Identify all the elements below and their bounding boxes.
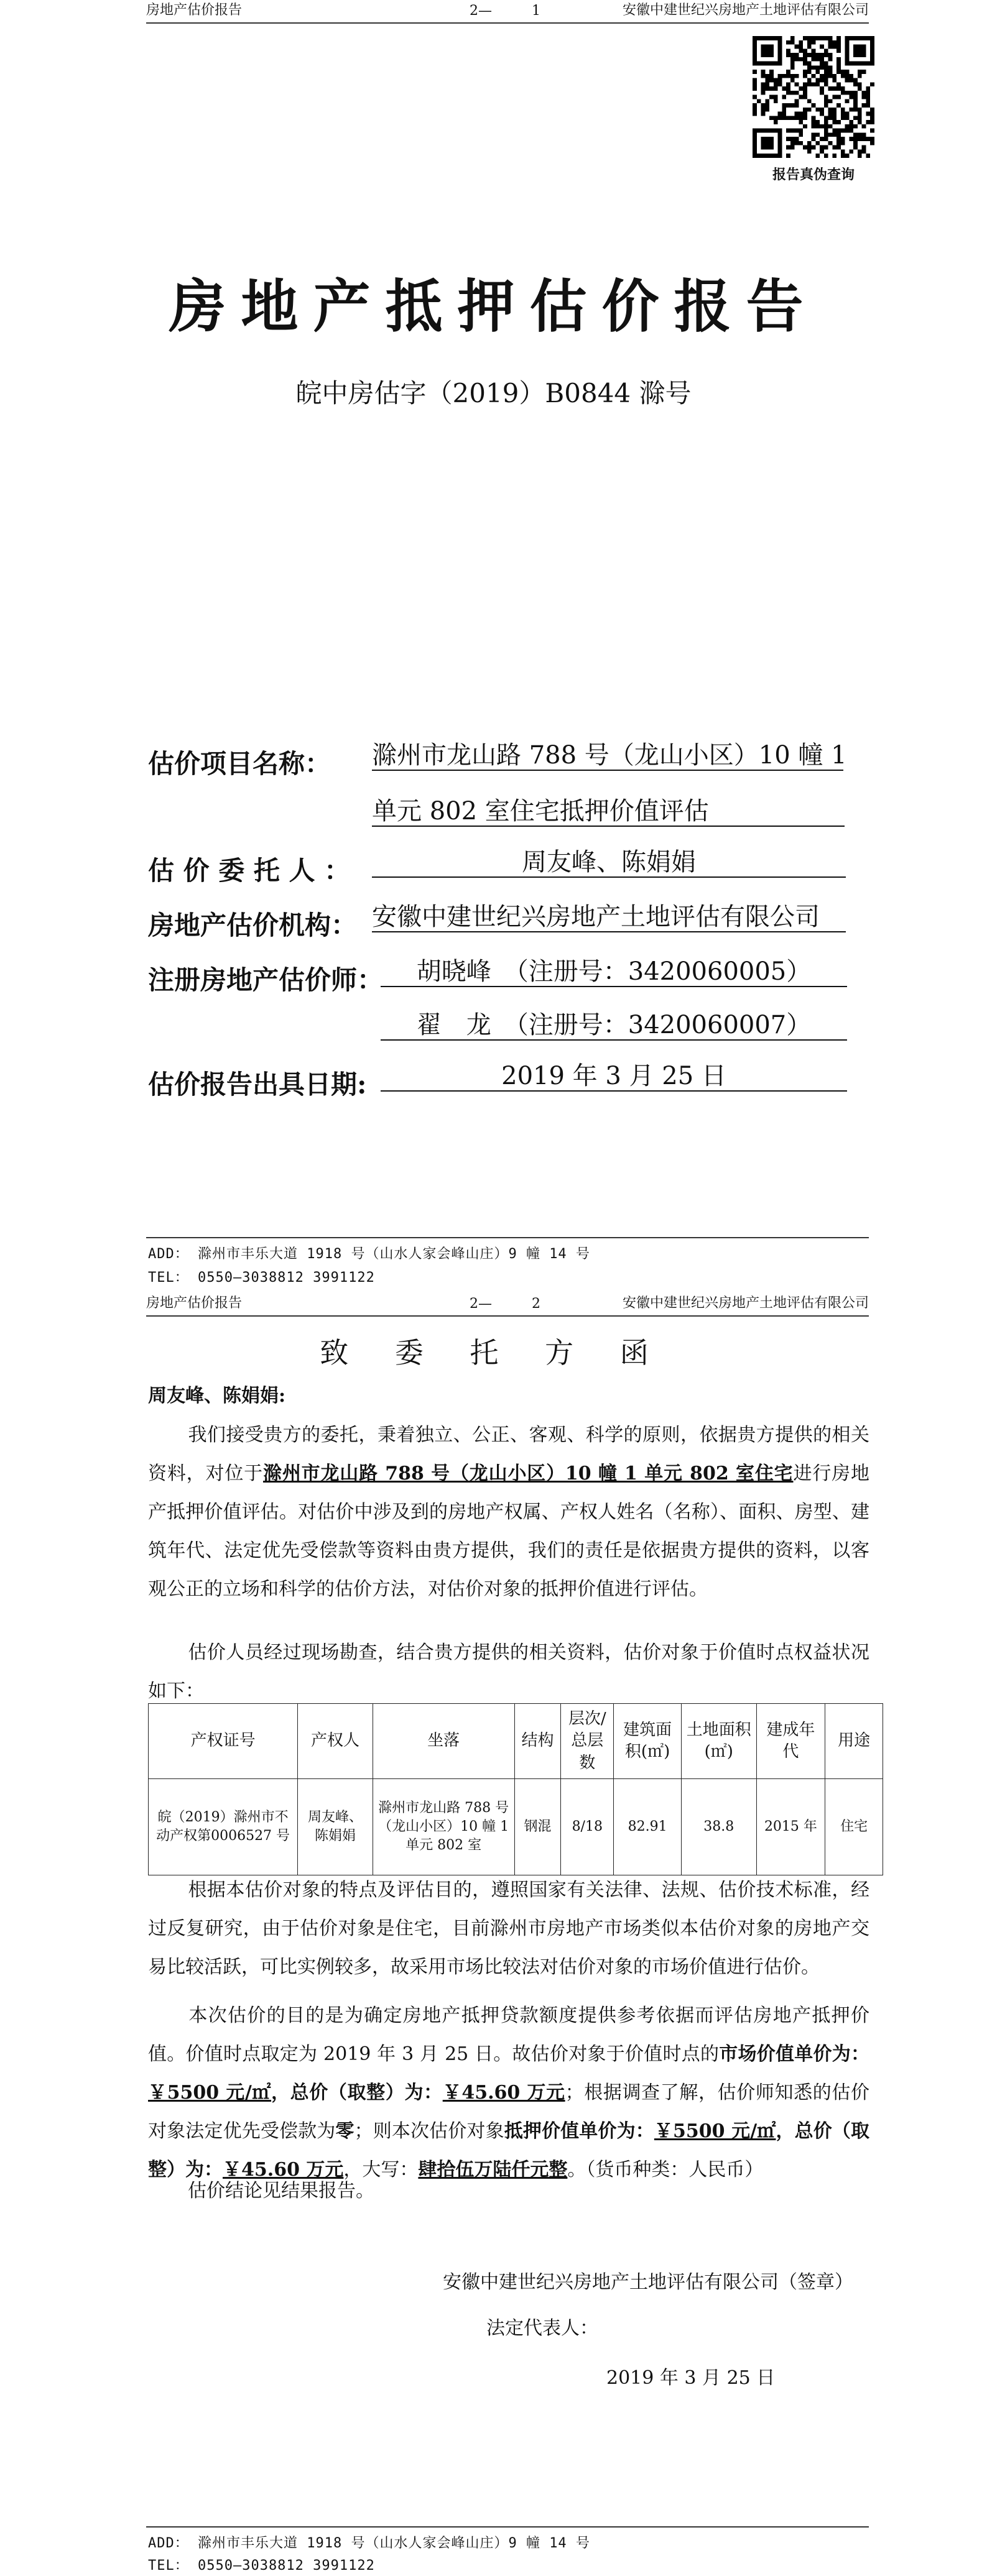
table-cell: 2015 年: [756, 1779, 825, 1875]
mortgage-unit-price-label: 抵押价值单价为：: [504, 2120, 654, 2142]
report-number: 皖中房估字（2019）B0844 滁号: [295, 378, 692, 408]
table-cell: 8/18: [561, 1779, 614, 1875]
property-address: 滁州市龙山路 788 号（龙山小区）10 幢 1 单元 802 室住宅: [262, 1463, 794, 1484]
signing-date: 2019 年 3 月 25 日: [606, 2367, 776, 2389]
project-name-line1: 滁州市龙山路 788 号（龙山小区）10 幢 1: [372, 741, 847, 770]
qr-verify-label: 报告真伪查询: [772, 167, 855, 183]
legal-representative-label: 法定代表人：: [486, 2317, 598, 2339]
footer-address: ADD： 滁州市丰乐大道 1918 号（山水人家会峰山庄）9 幢 14 号: [148, 1246, 590, 1262]
signing-company: 安徽中建世纪兴房地产土地评估有限公司（签章）: [443, 2271, 853, 2293]
agency-label: 房地产估价机构：: [148, 910, 358, 941]
table-row: [149, 1779, 883, 1875]
footer-phone: TEL： 0550—3038812 3991122: [148, 1270, 375, 1286]
header-page-prefix: 2—: [470, 1296, 492, 1312]
valuation-text-o: 。（货币种类：人民币）: [567, 2159, 764, 2181]
survey-text: 估价人员经过现场勘查，结合贵方提供的相关资料，估价对象于价值时点权益状况如下：: [148, 1642, 869, 1702]
table-cell: 82.91: [614, 1779, 682, 1875]
footer-divider: [146, 1237, 869, 1238]
conclusion-paragraph: [148, 2172, 869, 2210]
salutation: 周友峰、陈娟娟:: [148, 1385, 286, 1407]
table-header-cell: 产权人: [298, 1704, 373, 1779]
footer-phone: TEL： 0550—3038812 3991122: [148, 2558, 375, 2574]
intro-text-a: 我们接受贵方的委托，秉着独立、公正、客观、科学的原则，依据贵方提供的相关资料，对位于: [148, 1424, 869, 1484]
market-unit-price-value: ￥5500 元/㎡: [148, 2082, 272, 2104]
table-cell: 滁州市龙山路 788 号（龙山小区）10 幢 1 单元 802 室: [373, 1779, 514, 1875]
table-header-cell: 用途: [825, 1704, 883, 1779]
table-header-cell: 建筑面积(㎡): [614, 1704, 682, 1779]
conclusion-text: 估价结论见结果报告。: [188, 2180, 374, 2202]
table-header-cell: 层次/总层数: [561, 1704, 614, 1779]
client-label: 估 价 委 托 人 ：: [148, 855, 351, 886]
valuation-text-m: ，大写：: [343, 2159, 419, 2181]
market-unit-price-label: 市场价值单价为：: [719, 2043, 870, 2065]
intro-paragraph: [148, 1416, 869, 1609]
header-page-prefix: 2—: [470, 3, 492, 19]
appraiser-2: 翟 龙 （注册号：3420060007）: [381, 1011, 847, 1041]
report-title: 房地产抵押估价报告: [169, 273, 818, 340]
report-date-label: 估价报告出具日期:: [148, 1069, 367, 1100]
method-text: 根据本估价对象的特点及评估目的，遵照国家有关法律、法规、估价技术标准，经过反复研究，由于估价对象是住宅，目前滁州市房地产市场类似本估价对象的房地产交易比较活跃，可比实例较多，故采用市场比较法对估价对象的市场价值进行估价。: [148, 1879, 869, 1978]
property-info-table: [148, 1703, 883, 1875]
survey-paragraph: [148, 1634, 869, 1711]
table-header-row: [149, 1704, 883, 1779]
footer-divider: [146, 2526, 869, 2528]
page-header: [146, 1293, 869, 1317]
project-name-label: 估价项目名称：: [148, 748, 331, 779]
table-cell: 周友峰、陈娟娟: [298, 1779, 373, 1875]
valuation-text-h: ；则本次估价对象: [354, 2120, 504, 2142]
report-date-value: 2019 年 3 月 25 日: [381, 1062, 847, 1092]
mortgage-unit-price-value: ￥5500 元/㎡: [654, 2120, 776, 2142]
appraiser-label: 注册房地产估价师：: [148, 965, 384, 995]
amount-in-words: 肆拾伍万陆仟元整: [418, 2159, 568, 2181]
table-header-cell: 产权证号: [149, 1704, 298, 1779]
table-cell: 钢混: [514, 1779, 561, 1875]
header-company-name: 安徽中建世纪兴房地产土地评估有限公司: [622, 1295, 869, 1311]
table-cell: 38.8: [681, 1779, 756, 1875]
agency-value: 安徽中建世纪兴房地产土地评估有限公司: [372, 903, 846, 932]
valuation-paragraph: [148, 1997, 869, 2189]
valuation-text-a: 本次估价的目的是为确定房地产抵押贷款额度提供参考依据而评估房地产抵押价值。价值时点取定为 2019 年 3 月 25 日。故估价对象于价值时点的: [148, 2005, 869, 2065]
table-cell: 住宅: [825, 1779, 883, 1875]
header-page-number: 2: [532, 1296, 540, 1312]
table-header-cell: 坐落: [373, 1704, 514, 1779]
market-total-label: ，总价（取整）为：: [271, 2082, 443, 2104]
intro-text-c: 进行房地产抵押价值评估。对估价中涉及到的房地产权属、产权人姓名（名称）、面积、房型、建筑年代、法定优先受偿款等资料由贵方提供，我们的责任是依据贵方提供的资料，以客观公正的立场和科学的估价方法，对估价对象的抵押价值进行评估。: [148, 1463, 870, 1600]
mortgage-total-label: ，总价（取整）为：: [148, 2120, 870, 2181]
table-header-cell: 结构: [514, 1704, 561, 1779]
appraiser-1: 胡晓峰 （注册号：3420060005）: [381, 957, 847, 987]
priority-claim-value: 零: [335, 2120, 354, 2142]
letter-to-client-page: [0, 1293, 987, 2576]
header-page-number: 1: [532, 3, 540, 19]
project-name-line2: 单元 802 室住宅抵押价值评估: [372, 797, 845, 827]
table-header-cell: 建成年代: [756, 1704, 825, 1779]
client-value: 周友峰、陈娟娟: [372, 848, 846, 878]
header-report-name: 房地产估价报告: [146, 2, 243, 18]
page-header: [146, 0, 869, 24]
valuation-text-f: ；根据调查了解，估价师知悉的估价对象法定优先受偿款为: [148, 2082, 870, 2142]
market-total-value: ￥45.60 万元: [442, 2082, 565, 2104]
footer-address: ADD： 滁州市丰乐大道 1918 号（山水人家会峰山庄）9 幢 14 号: [148, 2536, 590, 2551]
mortgage-total-value: ￥45.60 万元: [223, 2159, 344, 2181]
table-cell: 皖（2019）滁州市不动产权第0006527 号: [149, 1779, 298, 1875]
header-report-name: 房地产估价报告: [146, 1295, 243, 1311]
table-header-cell: 土地面积(㎡): [681, 1704, 756, 1779]
qr-code-icon[interactable]: [753, 36, 874, 158]
header-company-name: 安徽中建世纪兴房地产土地评估有限公司: [622, 2, 869, 18]
method-paragraph: [148, 1871, 869, 1987]
letter-title: 致 委 托 方 函: [320, 1336, 667, 1369]
